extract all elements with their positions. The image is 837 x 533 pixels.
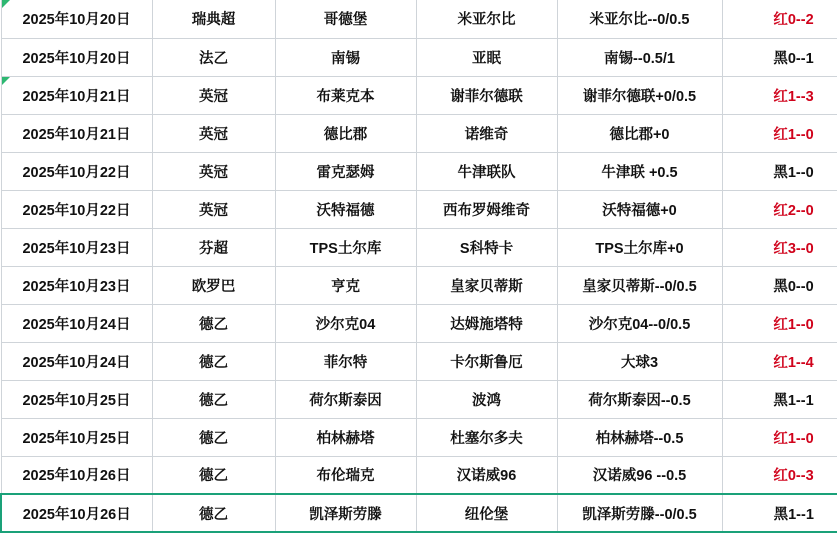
table-row[interactable]: [1, 304, 837, 342]
cell-home-team: 布伦瑞克: [275, 456, 416, 494]
cell-handicap: 柏林赫塔--0.5: [557, 418, 722, 456]
cell-handicap: 汉诺威96 --0.5: [557, 456, 722, 494]
cell-league: 德乙: [152, 380, 275, 418]
table-row[interactable]: [1, 228, 837, 266]
cell-date: 2025年10月21日: [1, 76, 152, 114]
cell-handicap: 米亚尔比--0/0.5: [557, 0, 722, 38]
cell-date: 2025年10月22日: [1, 152, 152, 190]
table-body: [1, 0, 837, 532]
cell-home-team: 沃特福德: [275, 190, 416, 228]
table-row[interactable]: [1, 380, 837, 418]
cell-league: 德乙: [152, 304, 275, 342]
cell-away-team: 诺维奇: [416, 114, 557, 152]
cell-league: 德乙: [152, 342, 275, 380]
cell-result: 黑0--1: [722, 38, 837, 76]
cell-away-team: 谢菲尔德联: [416, 76, 557, 114]
cell-result: 红0--2: [722, 0, 837, 38]
cell-away-team: 牛津联队: [416, 152, 557, 190]
cell-away-team: 卡尔斯鲁厄: [416, 342, 557, 380]
cell-handicap: 南锡--0.5/1: [557, 38, 722, 76]
cell-league: 瑞典超: [152, 0, 275, 38]
cell-league: 英冠: [152, 190, 275, 228]
table-row[interactable]: [1, 76, 837, 114]
cell-league: 德乙: [152, 418, 275, 456]
cell-away-team: 杜塞尔多夫: [416, 418, 557, 456]
cell-result: 黑1--1: [722, 494, 837, 532]
cell-result: 红1--4: [722, 342, 837, 380]
cell-home-team: 亨克: [275, 266, 416, 304]
cell-league: 欧罗巴: [152, 266, 275, 304]
cell-result: 红3--0: [722, 228, 837, 266]
cell-handicap: TPS土尔库+0: [557, 228, 722, 266]
cell-result: 红2--0: [722, 190, 837, 228]
cell-date: 2025年10月25日: [1, 380, 152, 418]
cell-home-team: 德比郡: [275, 114, 416, 152]
cell-handicap: 皇家贝蒂斯--0/0.5: [557, 266, 722, 304]
table-row[interactable]: [1, 190, 837, 228]
cell-handicap: 谢菲尔德联+0/0.5: [557, 76, 722, 114]
table-row[interactable]: [1, 0, 837, 38]
cell-handicap: 凯泽斯劳滕--0/0.5: [557, 494, 722, 532]
table-row[interactable]: [1, 114, 837, 152]
cell-away-team: 波鸿: [416, 380, 557, 418]
cell-handicap: 荷尔斯泰因--0.5: [557, 380, 722, 418]
cell-result: 红1--0: [722, 304, 837, 342]
cell-date: 2025年10月23日: [1, 228, 152, 266]
cell-league: 德乙: [152, 494, 275, 532]
table-row[interactable]: [1, 456, 837, 494]
cell-date: 2025年10月24日: [1, 342, 152, 380]
cell-result: 黑0--0: [722, 266, 837, 304]
cell-result: 红1--0: [722, 114, 837, 152]
cell-league: 芬超: [152, 228, 275, 266]
table-row[interactable]: [1, 38, 837, 76]
cell-date: 2025年10月25日: [1, 418, 152, 456]
cell-away-team: 纽伦堡: [416, 494, 557, 532]
cell-home-team: 荷尔斯泰因: [275, 380, 416, 418]
cell-away-team: 达姆施塔特: [416, 304, 557, 342]
cell-away-team: 亚眠: [416, 38, 557, 76]
cell-home-team: TPS土尔库: [275, 228, 416, 266]
cell-away-team: 西布罗姆维奇: [416, 190, 557, 228]
cell-handicap: 牛津联 +0.5: [557, 152, 722, 190]
cell-date: 2025年10月20日: [1, 38, 152, 76]
cell-result: 黑1--1: [722, 380, 837, 418]
cell-league: 英冠: [152, 76, 275, 114]
cell-handicap: 德比郡+0: [557, 114, 722, 152]
cell-home-team: 菲尔特: [275, 342, 416, 380]
cell-away-team: S科特卡: [416, 228, 557, 266]
cell-handicap: 大球3: [557, 342, 722, 380]
cell-home-team: 凯泽斯劳滕: [275, 494, 416, 532]
cell-away-team: 皇家贝蒂斯: [416, 266, 557, 304]
cell-league: 英冠: [152, 114, 275, 152]
cell-date: 2025年10月26日: [1, 494, 152, 532]
cell-result: 红1--3: [722, 76, 837, 114]
cell-home-team: 柏林赫塔: [275, 418, 416, 456]
cell-home-team: 沙尔克04: [275, 304, 416, 342]
table-row[interactable]: [1, 494, 837, 532]
cell-home-team: 布莱克本: [275, 76, 416, 114]
table-row[interactable]: [1, 152, 837, 190]
cell-handicap: 沃特福德+0: [557, 190, 722, 228]
cell-home-team: 雷克瑟姆: [275, 152, 416, 190]
cell-away-team: 汉诺威96: [416, 456, 557, 494]
cell-date: 2025年10月24日: [1, 304, 152, 342]
cell-home-team: 哥德堡: [275, 0, 416, 38]
cell-date: 2025年10月22日: [1, 190, 152, 228]
cell-date: 2025年10月23日: [1, 266, 152, 304]
corner-mark-icon: [2, 77, 10, 85]
cell-result: 红0--3: [722, 456, 837, 494]
cell-date: 2025年10月21日: [1, 114, 152, 152]
table-row[interactable]: [1, 342, 837, 380]
cell-result: 黑1--0: [722, 152, 837, 190]
table-row[interactable]: [1, 418, 837, 456]
cell-away-team: 米亚尔比: [416, 0, 557, 38]
cell-league: 法乙: [152, 38, 275, 76]
cell-home-team: 南锡: [275, 38, 416, 76]
cell-handicap: 沙尔克04--0/0.5: [557, 304, 722, 342]
cell-result: 红1--0: [722, 418, 837, 456]
cell-league: 德乙: [152, 456, 275, 494]
corner-mark-icon: [2, 0, 10, 8]
cell-league: 英冠: [152, 152, 275, 190]
cell-date: 2025年10月26日: [1, 456, 152, 494]
cell-date: 2025年10月20日: [1, 0, 152, 38]
table-row[interactable]: [1, 266, 837, 304]
